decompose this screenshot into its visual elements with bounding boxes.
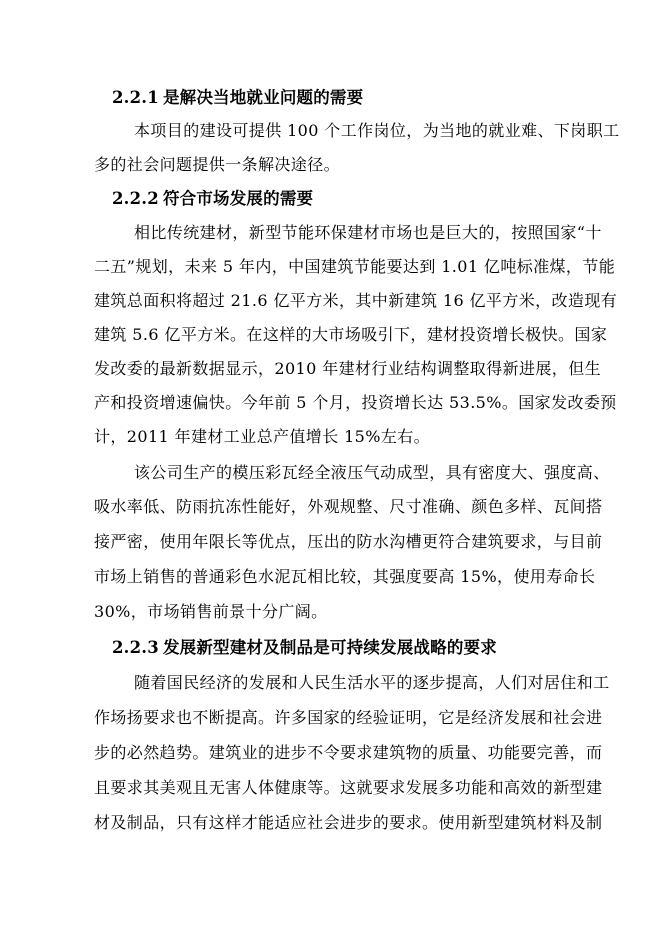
section-number: 2.2.2 bbox=[112, 189, 159, 208]
section-title: 符合市场发展的需要 bbox=[162, 189, 314, 208]
paragraph-line: 材及制品，只有这样才能适应社会进步的要求。使用新型建筑材料及制 bbox=[94, 813, 603, 832]
section-title: 是解决当地就业问题的需要 bbox=[162, 88, 364, 107]
paragraph-line: 30%，市场销售前景十分广阔。 bbox=[94, 602, 328, 621]
paragraph-line: 市场上销售的普通彩色水泥瓦相比较，其强度要高 15%，使用寿命长 bbox=[94, 567, 596, 586]
paragraph-line: 产和投资增速偏快。今年前 5 个月，投资增长达 53.5%。国家发改委预 bbox=[94, 393, 617, 412]
paragraph-line: 吸水率低、防雨抗冻性能好，外观规整、尺寸准确、颜色多样、瓦间搭 bbox=[94, 497, 603, 516]
paragraph-line: 建筑总面积将超过 21.6 亿平方米，其中新建筑 16 亿平方米，改造现有 bbox=[94, 291, 618, 310]
paragraph-line: 计，2011 年建材工业总产值增长 15%左右。 bbox=[94, 427, 431, 446]
paragraph-line: 发改委的最新数据显示，2010 年建材行业结构调整取得新进展，但生 bbox=[94, 359, 602, 378]
paragraph-line: 随着国民经济的发展和人民生活水平的逐步提高，人们对居住和工 bbox=[134, 673, 610, 692]
paragraph-line: 步的必然趋势。建筑业的进步不令要求建筑物的质量、功能要完善，而 bbox=[94, 743, 603, 762]
paragraph-line: 相比传统建材，新型节能环保建材市场也是巨大的，按照国家“十 bbox=[134, 223, 602, 242]
paragraph-line: 该公司生产的模压彩瓦经全液压气动成型，具有密度大、强度高、 bbox=[134, 463, 610, 482]
paragraph-line: 二五”规划，未来 5 年内，中国建筑节能要达到 1.01 亿吨标准煤，节能 bbox=[94, 257, 616, 276]
section-title: 发展新型建材及制品是可持续发展战略的要求 bbox=[162, 638, 497, 657]
section-heading-2-2-1 bbox=[112, 86, 363, 110]
section-heading-2-2-3 bbox=[112, 636, 497, 660]
paragraph-line: 接严密，使用年限长等优点，压出的防水沟槽更符合建筑要求，与目前 bbox=[94, 532, 603, 551]
paragraph-line: 作场扬要求也不断提高。许多国家的经验证明，它是经济发展和社会进 bbox=[94, 708, 603, 727]
section-number: 2.2.3 bbox=[112, 638, 159, 657]
paragraph-line: 本项目的建设可提供 100 个工作岗位，为当地的就业难、下岗职工 bbox=[134, 121, 620, 140]
paragraph-line: 建筑 5.6 亿平方米。在这样的大市场吸引下，建材投资增长极快。国家 bbox=[94, 325, 608, 344]
section-number: 2.2.1 bbox=[112, 88, 159, 107]
paragraph-line: 多的社会问题提供一条解决途径。 bbox=[94, 155, 341, 174]
paragraph-line: 且要求其美观且无害人体健康等。这就要求发展多功能和高效的新型建 bbox=[94, 778, 603, 797]
section-heading-2-2-2 bbox=[112, 187, 313, 211]
